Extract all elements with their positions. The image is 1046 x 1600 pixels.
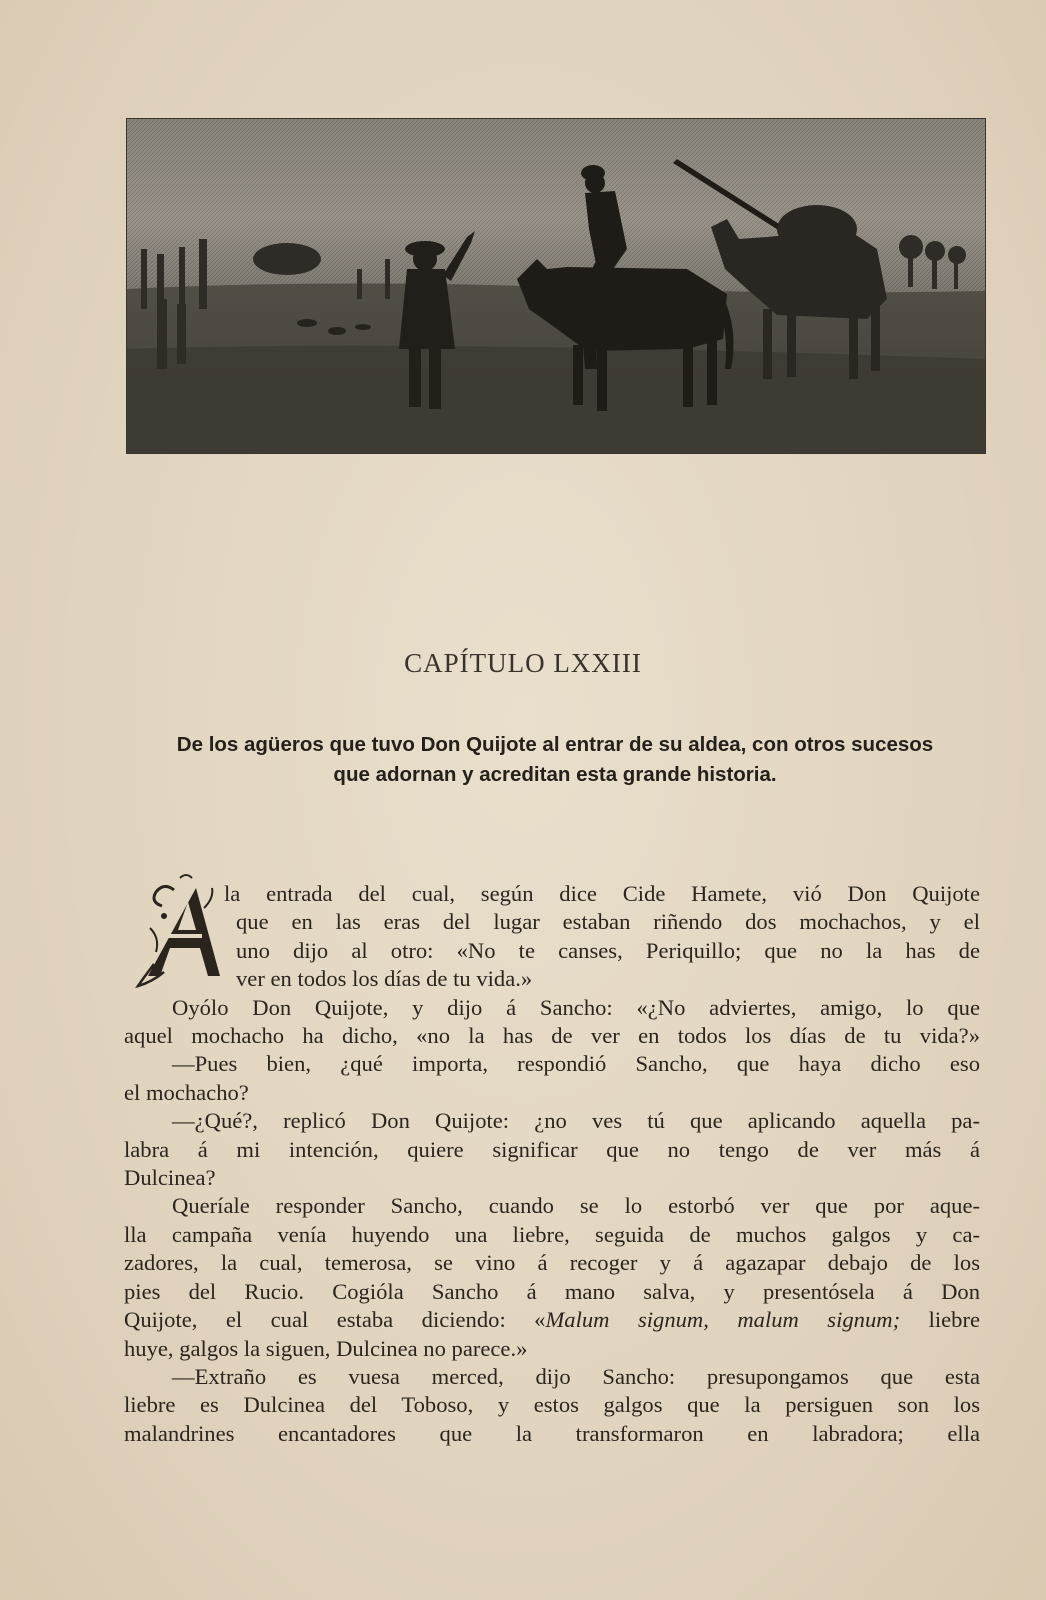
text-line-10: labra á mi intención, quiere significar que no tengo de ver más á xyxy=(124,1136,980,1162)
chapter-subtitle xyxy=(124,730,986,790)
text-line-4: ver en todos los días de tu vida.» xyxy=(236,966,533,992)
text-line-15: pies del Rucio. Cogióla Sancho á mano salva, y presentósela á Don xyxy=(124,1278,980,1304)
chapter-subtitle-line-2: que adornan y acreditan esta grande historia. xyxy=(333,763,777,786)
text-line-16-c: liebre xyxy=(900,1307,981,1333)
latin-phrase: Malum signum, malum signum; xyxy=(545,1307,901,1333)
ornamental-dropcap-a-icon xyxy=(134,868,226,996)
text-line-20: malandrines encantadores que la transformaron en labradora; ella xyxy=(124,1420,980,1446)
text-line-9: —¿Qué?, replicó Don Quijote: ¿no ves tú que aplicando aquella pa- xyxy=(172,1108,980,1134)
text-line-1: la entrada del cual, según dice Cide Hamete, vió Don Quijote xyxy=(224,881,980,906)
text-line-8: el mochacho? xyxy=(124,1079,249,1105)
text-line-18: —Extraño es vuesa merced, dijo Sancho: presupongamos que esta xyxy=(172,1363,980,1389)
chapter-illustration xyxy=(126,118,986,454)
text-line-11: Dulcinea? xyxy=(124,1165,216,1191)
text-line-7: —Pues bien, ¿qué importa, respondió Sancho, que haya dicho eso xyxy=(172,1051,980,1077)
engraving-horsemen-icon xyxy=(127,119,985,453)
text-line-14: zadores, la cual, temerosa, se vino á recoger y á agazapar debajo de los xyxy=(124,1250,980,1276)
chapter-body xyxy=(124,880,980,1448)
text-line-2: que en las eras del lugar estaban riñendo dos mochachos, y el xyxy=(236,909,980,935)
chapter-subtitle-line-1: De los agüeros que tuvo Don Quijote al entrar de su aldea, con otros sucesos xyxy=(176,733,934,756)
chapter-title: CAPÍTULO LXXIII xyxy=(404,648,642,678)
text-line-6: aquel mochacho ha dicho, «no la has de ver en todos los días de tu vida?» xyxy=(124,1023,980,1049)
text-line-16 xyxy=(124,1306,980,1334)
text-line-16-a: Quijote, el cual estaba diciendo: « xyxy=(124,1307,546,1333)
text-line-19: liebre es Dulcinea del Toboso, y estos galgos que la persiguen son los xyxy=(124,1392,980,1418)
text-line-5: Oyólo Don Quijote, y dijo á Sancho: «¿No adviertes, amigo, lo que xyxy=(172,994,980,1020)
text-line-12: Queríale responder Sancho, cuando se lo estorbó ver que por aque- xyxy=(172,1193,980,1219)
text-line-17: huye, galgos la siguen, Dulcinea no parece.» xyxy=(124,1335,528,1361)
text-line-3: uno dijo al otro: «No te canses, Periquillo; que no la has de xyxy=(236,937,980,963)
text-line-13: lla campaña venía huyendo una liebre, seguida de muchos galgos y ca- xyxy=(124,1221,980,1247)
